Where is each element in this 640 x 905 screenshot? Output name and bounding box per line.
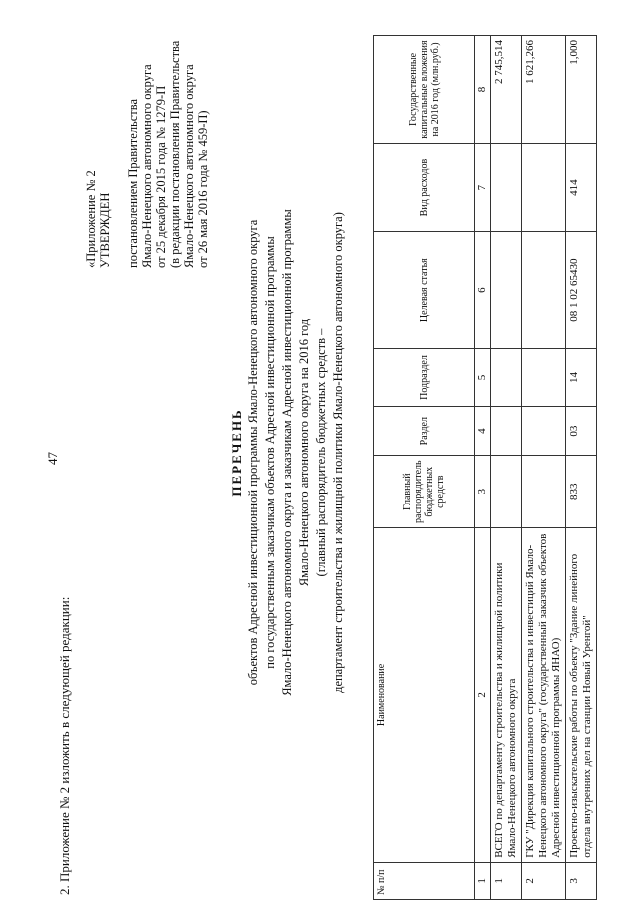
column-number: 5 [475, 349, 491, 407]
row-subsection [522, 349, 566, 407]
table-row [522, 36, 566, 900]
header-cell-number: № п/п [374, 862, 475, 899]
approval-line: Ямало-Ненецкого автономного округа [182, 64, 196, 268]
row-section [522, 406, 566, 455]
header-cell-manager: Главный распорядитель бюджетных средств [374, 456, 475, 528]
column-number: 8 [475, 36, 491, 144]
approval-line: (в редакции постановления Правительства [168, 40, 182, 268]
heading-title: ПЕРЕЧЕНЬ [229, 408, 244, 497]
header-cell-investments: Государственные капитальные вложения на 2016 год (млн.руб.) [374, 36, 475, 144]
header-cell-expense-type: Вид расходов [374, 143, 475, 231]
header-cell-subsection: Подраздел [374, 349, 475, 407]
row-name: Проектно-изыскательские работы по объекту "Здание линейного отдела внутренних дел на станции Новый Уренгой" [566, 528, 597, 863]
row-name: ГКУ "Дирекция капитального строительства и инвестиций Ямало-Ненецкого автономного округа" (государственный заказчик объектов Адресной инвестиционной программы ЯНАО) [522, 528, 566, 863]
row-expense-type: 414 [566, 143, 597, 231]
header-cell-target-article: Целевая статья [374, 232, 475, 349]
approval-line: от 26 мая 2016 года № 459-П) [196, 110, 210, 268]
heading-line: Ямало-Ненецкого автономного округа на 2016 год [297, 318, 311, 587]
approval-line: «Приложение № 2 [84, 170, 98, 268]
header-cell-section: Раздел [374, 406, 475, 455]
row-manager: 833 [566, 456, 597, 528]
heading-line: по государственным заказчикам объектов Адресной инвестиционной программы [263, 236, 277, 669]
header-cell-name: Наименование [374, 528, 475, 863]
row-number: 1 [491, 862, 522, 899]
row-amount: 1 621,266 [522, 36, 566, 144]
column-number: 7 [475, 143, 491, 231]
column-number: 4 [475, 406, 491, 455]
table-row [491, 36, 522, 900]
investment-table [373, 35, 597, 900]
row-number: 3 [566, 862, 597, 899]
table-header-row [374, 36, 475, 900]
page-number: 47 [45, 452, 60, 465]
approval-line: Ямало-Ненецкого автономного округа [140, 64, 154, 268]
column-number: 1 [475, 862, 491, 899]
column-number-row [475, 36, 491, 900]
row-subsection [491, 349, 522, 407]
row-expense-type [491, 143, 522, 231]
row-target-article [522, 232, 566, 349]
row-section [491, 406, 522, 455]
row-subsection: 14 [566, 349, 597, 407]
row-section: 03 [566, 406, 597, 455]
column-number: 2 [475, 528, 491, 863]
heading-line: Ямало-Ненецкого автономного округа и заказчикам Адресной инвестиционной программы [280, 209, 294, 696]
row-expense-type [522, 143, 566, 231]
row-manager [522, 456, 566, 528]
row-target-article: 08 1 02 65430 [566, 232, 597, 349]
row-name: ВСЕГО по департаменту строительства и жилищной политики Ямало-Ненецкого автономного округа [491, 528, 522, 863]
row-amount: 1,000 [566, 36, 597, 144]
row-manager [491, 456, 522, 528]
heading-line: (главный распорядитель бюджетных средств – [314, 328, 328, 577]
heading-line: объектов Адресной инвестиционной программы Ямало-Ненецкого автономного округа [246, 219, 260, 686]
column-number: 6 [475, 232, 491, 349]
heading-line: департамент строительства и жилищной политики Ямало-Ненецкого автономного округа) [331, 212, 345, 693]
approval-line [112, 41, 126, 268]
row-number: 2 [522, 862, 566, 899]
approval-block [84, 41, 210, 268]
row-target-article [491, 232, 522, 349]
approval-line: УТВЕРЖДЕН [98, 192, 112, 268]
approval-line: постановлением Правительства [126, 98, 140, 268]
table-row [566, 36, 597, 900]
amendment-item-text: 2. Приложение № 2 изложить в следующей редакции: [57, 596, 72, 895]
approval-line: от 25 декабря 2015 года № 1279-П [154, 85, 168, 268]
column-number: 3 [475, 456, 491, 528]
row-amount: 2 745,514 [491, 36, 522, 144]
list-heading [228, 0, 347, 905]
